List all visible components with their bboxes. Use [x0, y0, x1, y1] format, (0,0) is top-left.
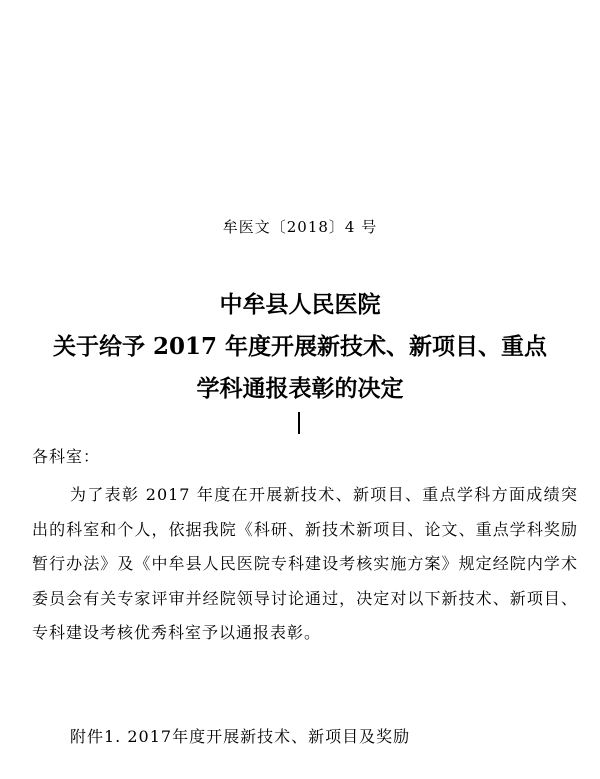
- body-paragraph: 为了表彰 2017 年度在开展新技术、新项目、重点学科方面成绩突出的科室和个人，依据我院《科研、新技术新项目、论文、重点学科奖励暂行办法》及《中牟县人民医院专科建设考核实施方案》规定经院内学术委员会有关专家评审并经院领导讨论通过，决定对以下新技术、新项目、专科建设考核优秀科室予以通报表彰。: [32, 485, 578, 642]
- document-title: [0, 284, 600, 410]
- title-line-3: 学科通报表彰的决定: [196, 375, 404, 402]
- salutation: 各科室：: [32, 447, 101, 466]
- document-number: 牟医文〔2018〕4 号: [222, 218, 378, 236]
- title-line-1: 中牟县人民医院: [219, 291, 381, 318]
- attachment-line: 附件1. 2017年度开展新技术、新项目及奖励: [70, 727, 411, 746]
- text-cursor: [298, 412, 300, 434]
- title-line-2: 关于给予 2017 年度开展新技术、新项目、重点: [52, 333, 548, 360]
